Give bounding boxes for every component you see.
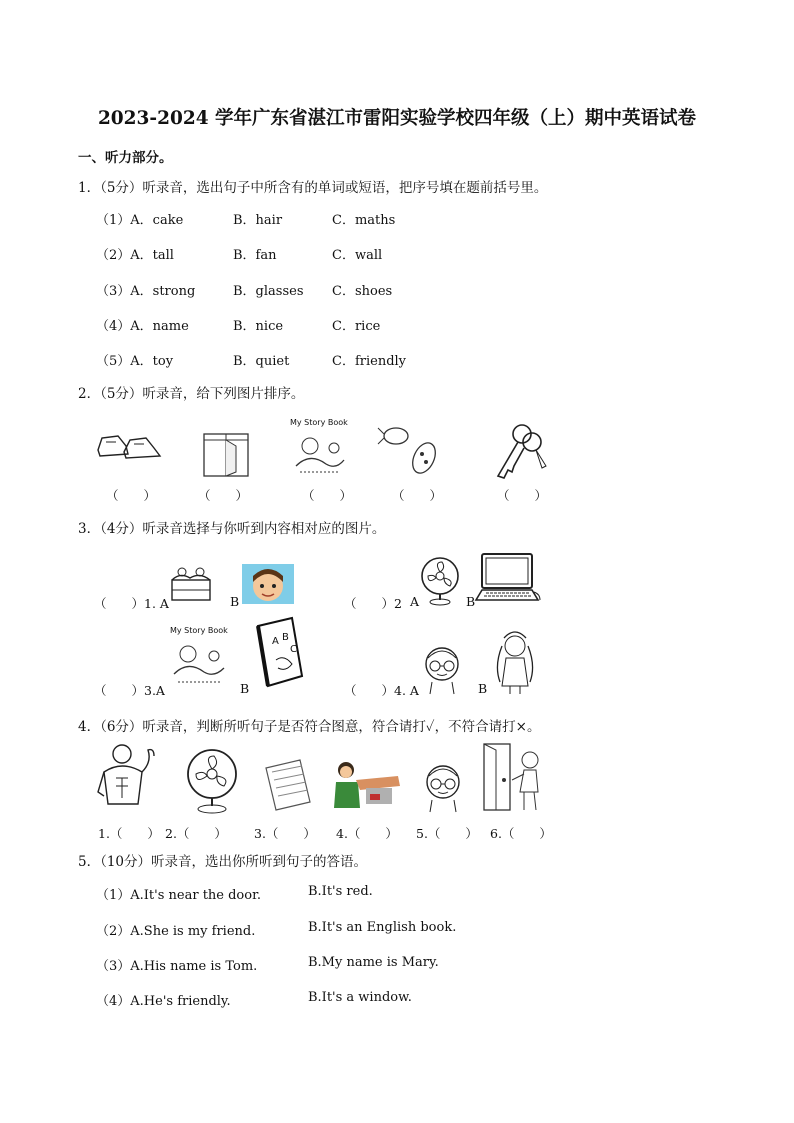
answer-blank[interactable]: （ ） (392, 488, 443, 503)
storybook-icon (290, 430, 348, 474)
question-3-stem: 3．（4分）听录音选择与你听到内容相对应的图片。 (78, 521, 386, 537)
candy-icon (378, 424, 444, 478)
option-b: B.It's a window. (308, 990, 412, 1005)
book-title-text: My Story Book (290, 418, 348, 427)
question-5-stem: 5．（10分）听录音，选出你所听到句子的答语。 (78, 854, 368, 870)
boy-glasses-icon (420, 642, 464, 696)
door-man-icon (480, 740, 550, 814)
page-title: 2023-2024 学年广东省湛江市雷阳实验学校四年级（上）期中英语试卷 (97, 108, 697, 129)
answer-blank[interactable]: 1.（ ） (98, 826, 160, 841)
question-1-stem: 1．（5分）听录音，选出句子中所含有的单词或短语，把序号填在题前括号里。 (78, 180, 548, 196)
choice-label: B (240, 681, 250, 696)
option-c: C．friendly (332, 354, 407, 369)
key-icon (492, 420, 548, 480)
fan-icon (180, 748, 244, 814)
answer-blank[interactable]: 4.（ ） (336, 826, 398, 841)
option-a: （5）A．toy (96, 354, 174, 369)
option-a: （3）A.His name is Tom. (96, 959, 258, 974)
option-b: B．quiet (233, 354, 290, 369)
answer-blank[interactable]: 3.（ ） (254, 826, 316, 841)
book-title-text: My Story Book (170, 626, 228, 635)
choice-label[interactable]: （ ）4. A (344, 683, 419, 698)
option-b: B.It's an English book. (308, 920, 457, 935)
answer-blank[interactable]: 2.（ ） (165, 826, 227, 841)
option-a: （4）A．name (96, 319, 189, 334)
svg-text:A: A (272, 636, 279, 647)
option-a: （2）A．tall (96, 248, 174, 263)
desk-boy-icon (330, 758, 402, 814)
choice-label: A (410, 594, 420, 609)
svg-text:B: B (282, 632, 289, 643)
fan-icon (418, 556, 462, 606)
door-icon (262, 758, 314, 810)
option-a: （4）A.He's friendly. (96, 994, 231, 1009)
choice-label[interactable]: （ ）2 (344, 596, 402, 611)
option-b: B．fan (233, 248, 277, 263)
choice-label: B (466, 594, 476, 609)
svg-text:C: C (290, 644, 297, 655)
question-4-stem: 4．（6分）听录音，判断所听句子是否符合图意，符合请打✓，不符合请打×。 (78, 719, 541, 735)
answer-blank[interactable]: （ ） (302, 488, 353, 503)
window-icon (200, 432, 252, 478)
option-b: B．glasses (233, 284, 304, 299)
choice-label[interactable]: （ ）3.A (94, 683, 165, 698)
strong-man-icon (94, 742, 156, 814)
storybook-icon (168, 638, 228, 686)
boy-glasses-icon (420, 760, 466, 814)
question-2-stem: 2．（5分）听录音，给下列图片排序。 (78, 386, 305, 402)
shoes-icon (96, 430, 162, 462)
boy-face-icon (242, 564, 294, 604)
answer-blank[interactable]: 6.（ ） (490, 826, 552, 841)
option-c: C．wall (332, 248, 383, 263)
option-a: （3）A．strong (96, 284, 196, 299)
option-c: C．rice (332, 319, 381, 334)
option-b: B．nice (233, 319, 284, 334)
option-a: （1）A．cake (96, 213, 184, 228)
section-heading: 一、听力部分。 (78, 150, 173, 166)
option-b: B．hair (233, 213, 283, 228)
cake-icon (168, 562, 214, 602)
english-book-icon (252, 616, 308, 692)
choice-label: B (478, 681, 488, 696)
choice-label: B (230, 594, 240, 609)
answer-blank[interactable]: （ ） (106, 488, 157, 503)
option-a: （2）A.She is my friend. (96, 924, 256, 939)
choice-label[interactable]: （ ）1. A (94, 596, 169, 611)
option-c: C．shoes (332, 284, 393, 299)
laptop-icon (474, 552, 542, 606)
option-a: （1）A.It's near the door. (96, 888, 262, 903)
answer-blank[interactable]: 5.（ ） (416, 826, 478, 841)
option-c: C．maths (332, 213, 396, 228)
answer-blank[interactable]: （ ） (198, 488, 249, 503)
option-b: B.My name is Mary. (308, 955, 439, 970)
answer-blank[interactable]: （ ） (497, 488, 548, 503)
girl-icon (490, 626, 540, 696)
option-b: B.It's red. (308, 884, 373, 899)
